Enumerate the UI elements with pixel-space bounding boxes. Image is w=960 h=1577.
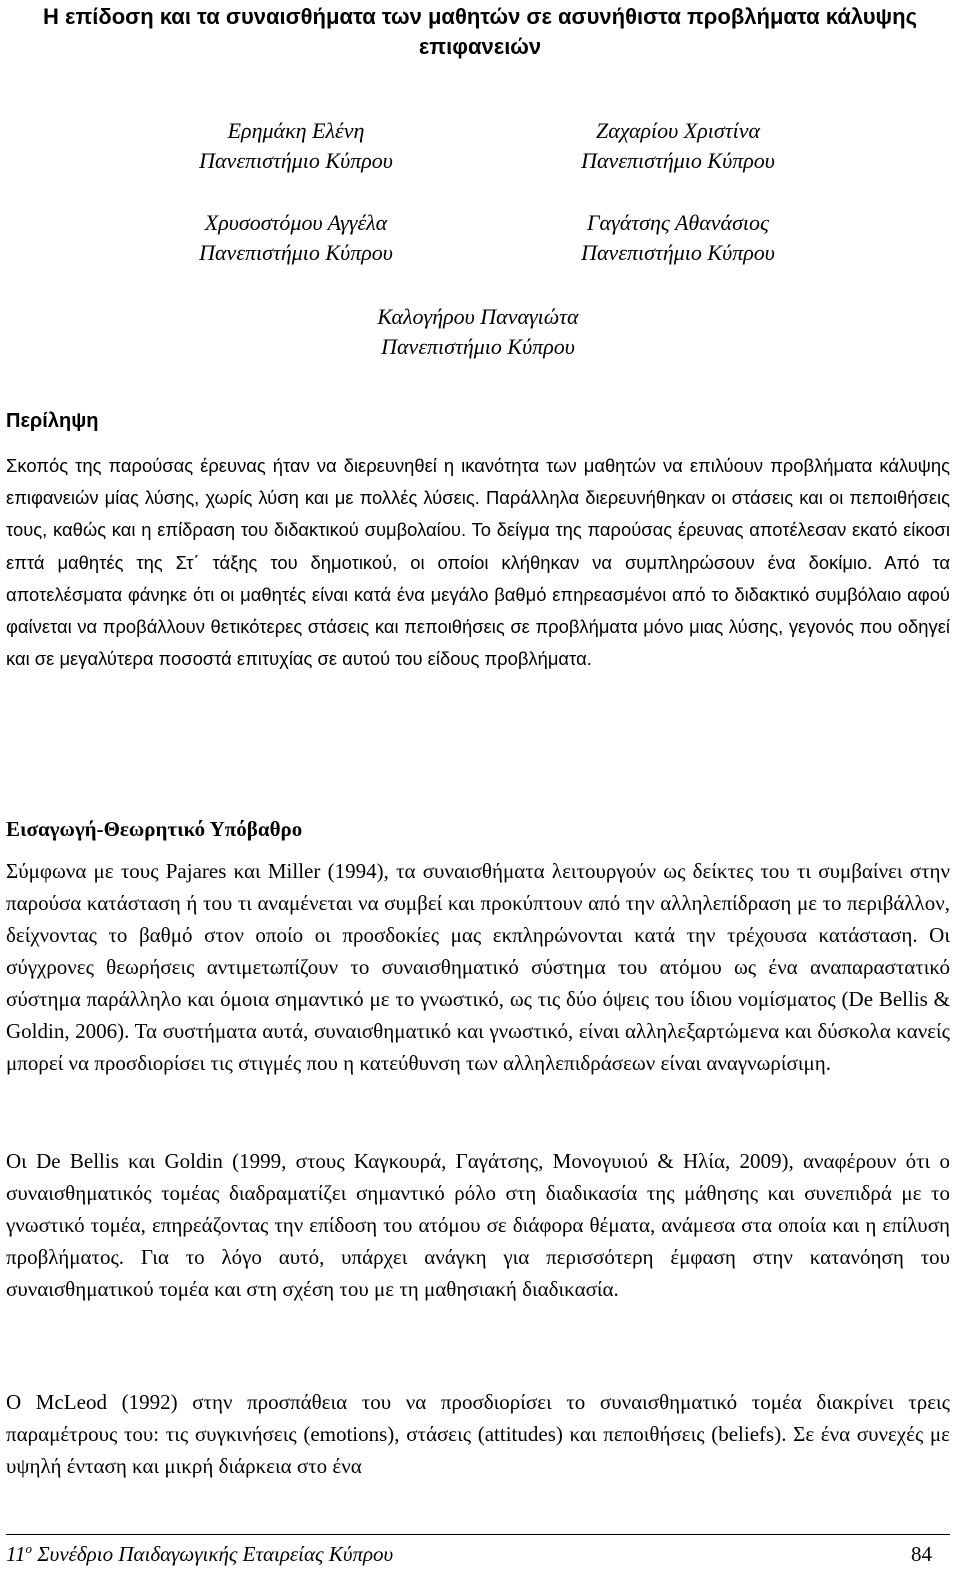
author-name: Καλογήρου Παναγιώτα <box>377 304 579 329</box>
body-paragraph: Ο McLeod (1992) στην προσπάθεια του να προσδιορίσει το συναισθηματικό τομέα διακρίνει τρεις παραμέτρους του: τις συγκινήσεις (emotions), στάσεις (attitudes) και πεποιθήσεις (beliefs). Σε ένα συνεχές με υψηλή ένταση και μικρή διάρκεια στο ένα <box>6 1390 950 1478</box>
page-number: 84 <box>911 1542 932 1566</box>
author-block <box>498 208 858 268</box>
author-affiliation: Πανεπιστήμιο Κύπρου <box>199 240 393 265</box>
conference-ordinal-number: 11 <box>6 1542 26 1566</box>
author-affiliation: Πανεπιστήμιο Κύπρου <box>199 148 393 173</box>
author-affiliation: Πανεπιστήμιο Κύπρου <box>581 148 775 173</box>
author-block <box>498 116 858 176</box>
section-heading: Εισαγωγή-Θεωρητικό Υπόβαθρο <box>6 817 303 841</box>
author-block <box>298 302 658 362</box>
footer-conference <box>6 1540 393 1568</box>
author-name: Γαγάτσης Αθανάσιος <box>587 210 769 235</box>
body-paragraph: Οι De Bellis και Goldin (1999, στους Καγκουρά, Γαγάτσης, Μονογυιού & Ηλία, 2009), αναφέρουν ότι ο συναισθηματικός τομέας διαδραματίζει σημαντικό ρόλο στη διαδικασία της μάθησης και συνεπιδρά με το γνωστικό τομέα, επηρεάζοντας την επίδοση του ατόμου σε διάφορα θέματα, ανάμεσα στα οποία και η επίλυση προβλήματος. Για το λόγο αυτό, υπάρχει ανάγκη για περισσότερη έμφαση στην κατανόηση του συναισθηματικού τομέα και στη σχέση του με τη μαθησιακή διαδικασία. <box>6 1149 950 1301</box>
paper-title: Η επίδοση και τα συναισθήματα των μαθητών σε ασυνήθιστα προβλήματα κάλυψης επιφανειών <box>42 4 918 59</box>
conference-ordinal-suffix: ο <box>25 1541 32 1556</box>
author-affiliation: Πανεπιστήμιο Κύπρου <box>581 240 775 265</box>
author-name: Χρυσοστόμου Αγγέλα <box>204 210 388 235</box>
author-block <box>116 208 476 268</box>
author-affiliation: Πανεπιστήμιο Κύπρου <box>381 334 575 359</box>
footer-divider <box>6 1534 950 1535</box>
abstract-text: Σκοπός της παρούσας έρευνας ήταν να διερευνηθεί η ικανότητα των μαθητών να επιλύουν προβλήματα κάλυψης επιφανειών μίας λύσης, χωρίς λύση και με πολλές λύσεις. Παράλληλα διερευνήθηκαν οι στάσεις και οι πεποιθήσεις τους, καθώς και η επίδραση του διδακτικού συμβολαίου. Το δείγμα της παρούσας έρευνας αποτέλεσαν εκατό είκοσι επτά μαθητές της Στ΄ τάξης του δημοτικού, οι οποίοι κλήθηκαν να συμπληρώσουν ένα δοκίμιο. Από τα αποτελέσματα φάνηκε ότι οι μαθητές είναι κατά ένα μεγάλο βαθμό επηρεασμένοι από το διδακτικό συμβόλαιο αφού φαίνεται να προβάλλουν θετικότερες στάσεις και πεποιθήσεις σε προβλήματα μόνο μιας λύσης, γεγονός που οδηγεί και σε μεγαλύτερα ποσοστά επιτυχίας σε αυτού του είδους προβλήματα. <box>6 455 950 670</box>
conference-name: Συνέδριο Παιδαγωγικής Εταιρείας Κύπρου <box>37 1542 394 1566</box>
author-block <box>116 116 476 176</box>
body-paragraph: Σύμφωνα με τους Pajares και Miller (1994), τα συναισθήματα λειτουργούν ως δείκτες του τι συμβαίνει στην παρούσα κατάσταση ή του τι αναμένεται να συμβεί και προκύπτουν από την αλληλεπίδραση με το περιβάλλον, δείχνοντας το βαθμό στον οποίο οι προσδοκίες μας εκπληρώνονται κατά την τρέχουσα κατάσταση. Οι σύγχρονες θεωρήσεις αντιμετωπίζουν το συναισθηματικό σύστημα του ατόμου ως ένα αναπαραστατικό σύστημα παράλληλο και όμοια σημαντικό με το γνωστικό, ως τις δύο όψεις του ίδιου νομίσματος (De Bellis & Goldin, 2006). Τα συστήματα αυτά, συναισθηματικό και γνωστικό, είναι αλληλεξαρτώμενα και δύσκολα κανείς μπορεί να προσδιορίσει τις στιγμές που η κατεύθυνση των αλληλεπιδράσεων είναι αναγνωρίσιμη. <box>6 859 950 1075</box>
author-name: Ζαχαρίου Χριστίνα <box>595 118 761 143</box>
author-name: Ερημάκη Ελένη <box>227 118 365 143</box>
abstract-heading: Περίληψη <box>6 410 99 432</box>
